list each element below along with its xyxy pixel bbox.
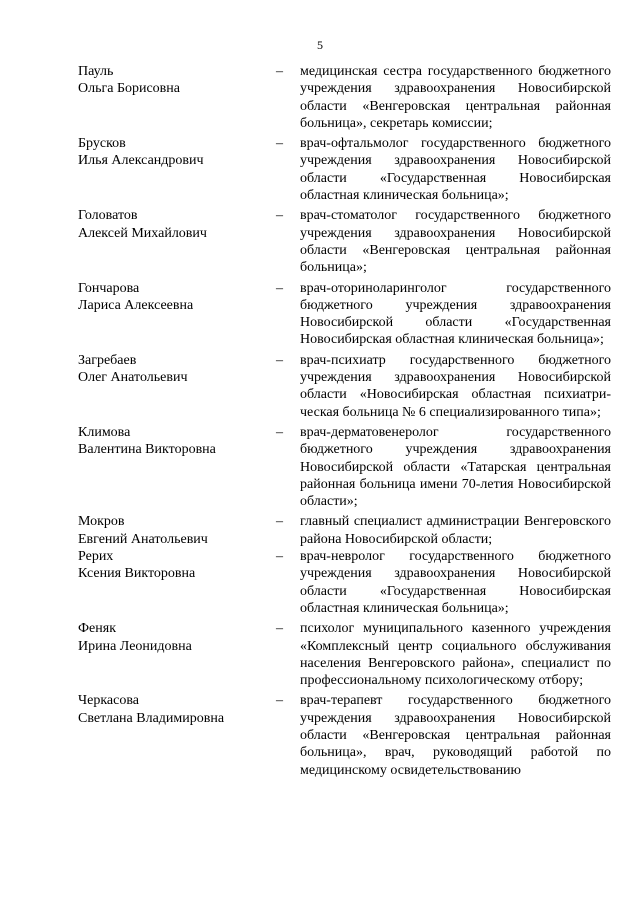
member-name <box>78 620 268 655</box>
dash-separator: – <box>276 136 283 152</box>
member-given-names: Алексей Михайлович <box>78 225 207 241</box>
member-surname: Брусков <box>78 136 126 152</box>
member-role: врач-терапевт государственного бюджетного учреждения здравоохранения Новосибирской области «Венгеровская центральная районная больница», врач, руководящий работой по медицинскому освидетельствованию <box>300 693 611 778</box>
member-surname: Феняк <box>78 621 117 637</box>
member-role: главный специалист администрации Венгеровского района Новосибирской области; <box>300 514 611 547</box>
dash-separator: – <box>276 352 283 368</box>
member-surname: Черкасова <box>78 693 139 709</box>
dash-separator: – <box>276 514 283 530</box>
member-entry <box>0 207 640 276</box>
member-surname: Пауль <box>78 64 114 79</box>
member-given-names: Светлана Владимировна <box>78 710 225 726</box>
member-name <box>78 352 268 387</box>
member-role: врач-невролог государственного бюджетного учреждения здравоохранения Новосибирской области «Государственная Новосибирская областная клиническая больница»; <box>300 549 611 616</box>
member-name <box>78 424 268 459</box>
member-name <box>78 63 268 98</box>
dash-separator: – <box>276 208 283 224</box>
member-name <box>78 135 268 170</box>
member-role: врач-стоматолог государственного бюджетного учреждения здравоохранения Новосибирской области «Венгеровская центральная районная больница»; <box>300 208 611 276</box>
member-role: врач-оториноларинголог государственного бюджетного учреждения здравоохранения Новосибирской области «Государственная Новосибирская областная клиническая больница»; <box>300 280 611 348</box>
member-entry <box>0 548 640 617</box>
member-given-names: Евгений Анатольевич <box>78 531 208 547</box>
dash-separator: – <box>276 280 283 296</box>
dash-separator: – <box>276 64 283 79</box>
member-role: психолог муниципального казенного учреждения «Комплексный центр социального обслуживания населения Венгеровского района», специалист по профессиональному психологическому отбору; <box>300 621 611 689</box>
commission-members-list <box>0 63 640 782</box>
member-surname: Гончарова <box>78 280 140 296</box>
member-role: врач-психиатр государственного бюджетного учреждения здравоохранения Новосибирской области «Новосибирская областная психиатри- ческая больница № 6 специализированного типа»; <box>300 352 611 420</box>
member-given-names: Илья Александрович <box>78 153 204 169</box>
member-given-names: Ксения Викторовна <box>78 566 196 582</box>
member-surname: Загребаев <box>78 352 137 368</box>
member-role: медицинская сестра государственного бюджетного учреждения здравоохранения Новосибирской области «Венгеровская центральная районная больница», секретарь комиссии; <box>300 64 611 131</box>
member-entry <box>0 280 640 349</box>
member-given-names: Ольга Борисовна <box>78 81 180 97</box>
member-entry <box>0 63 640 132</box>
member-name <box>78 513 268 548</box>
dash-separator: – <box>276 693 283 709</box>
member-given-names: Олег Анатольевич <box>78 370 188 386</box>
dash-separator: – <box>276 621 283 637</box>
member-entry <box>0 513 640 548</box>
page-number: 5 <box>317 38 323 52</box>
member-surname: Рерих <box>78 549 114 565</box>
member-name <box>78 280 268 315</box>
member-role: врач-дерматовенеролог государственного бюджетного учреждения здравоохранения Новосибирской области «Татарская центральная районная больница имени 70-летия Новосибирской области»; <box>300 424 611 510</box>
member-surname: Климова <box>78 424 131 440</box>
member-entry <box>0 424 640 510</box>
member-entry <box>0 135 640 204</box>
member-entry <box>0 692 640 778</box>
member-name <box>78 692 268 727</box>
dash-separator: – <box>276 549 283 565</box>
member-surname: Головатов <box>78 208 138 224</box>
member-given-names: Валентина Викторовна <box>78 442 216 458</box>
member-entry <box>0 620 640 689</box>
member-name <box>78 207 268 242</box>
member-surname: Мокров <box>78 514 125 530</box>
member-given-names: Ирина Леонидовна <box>78 638 192 654</box>
member-entry <box>0 352 640 421</box>
dash-separator: – <box>276 424 283 440</box>
member-name <box>78 548 268 583</box>
member-role: врач-офтальмолог государственного бюджетного учреждения здравоохранения Новосибирской области «Государственная Новосибирская областная клиническая больница»; <box>300 136 611 204</box>
member-given-names: Лариса Алексеевна <box>78 297 194 313</box>
